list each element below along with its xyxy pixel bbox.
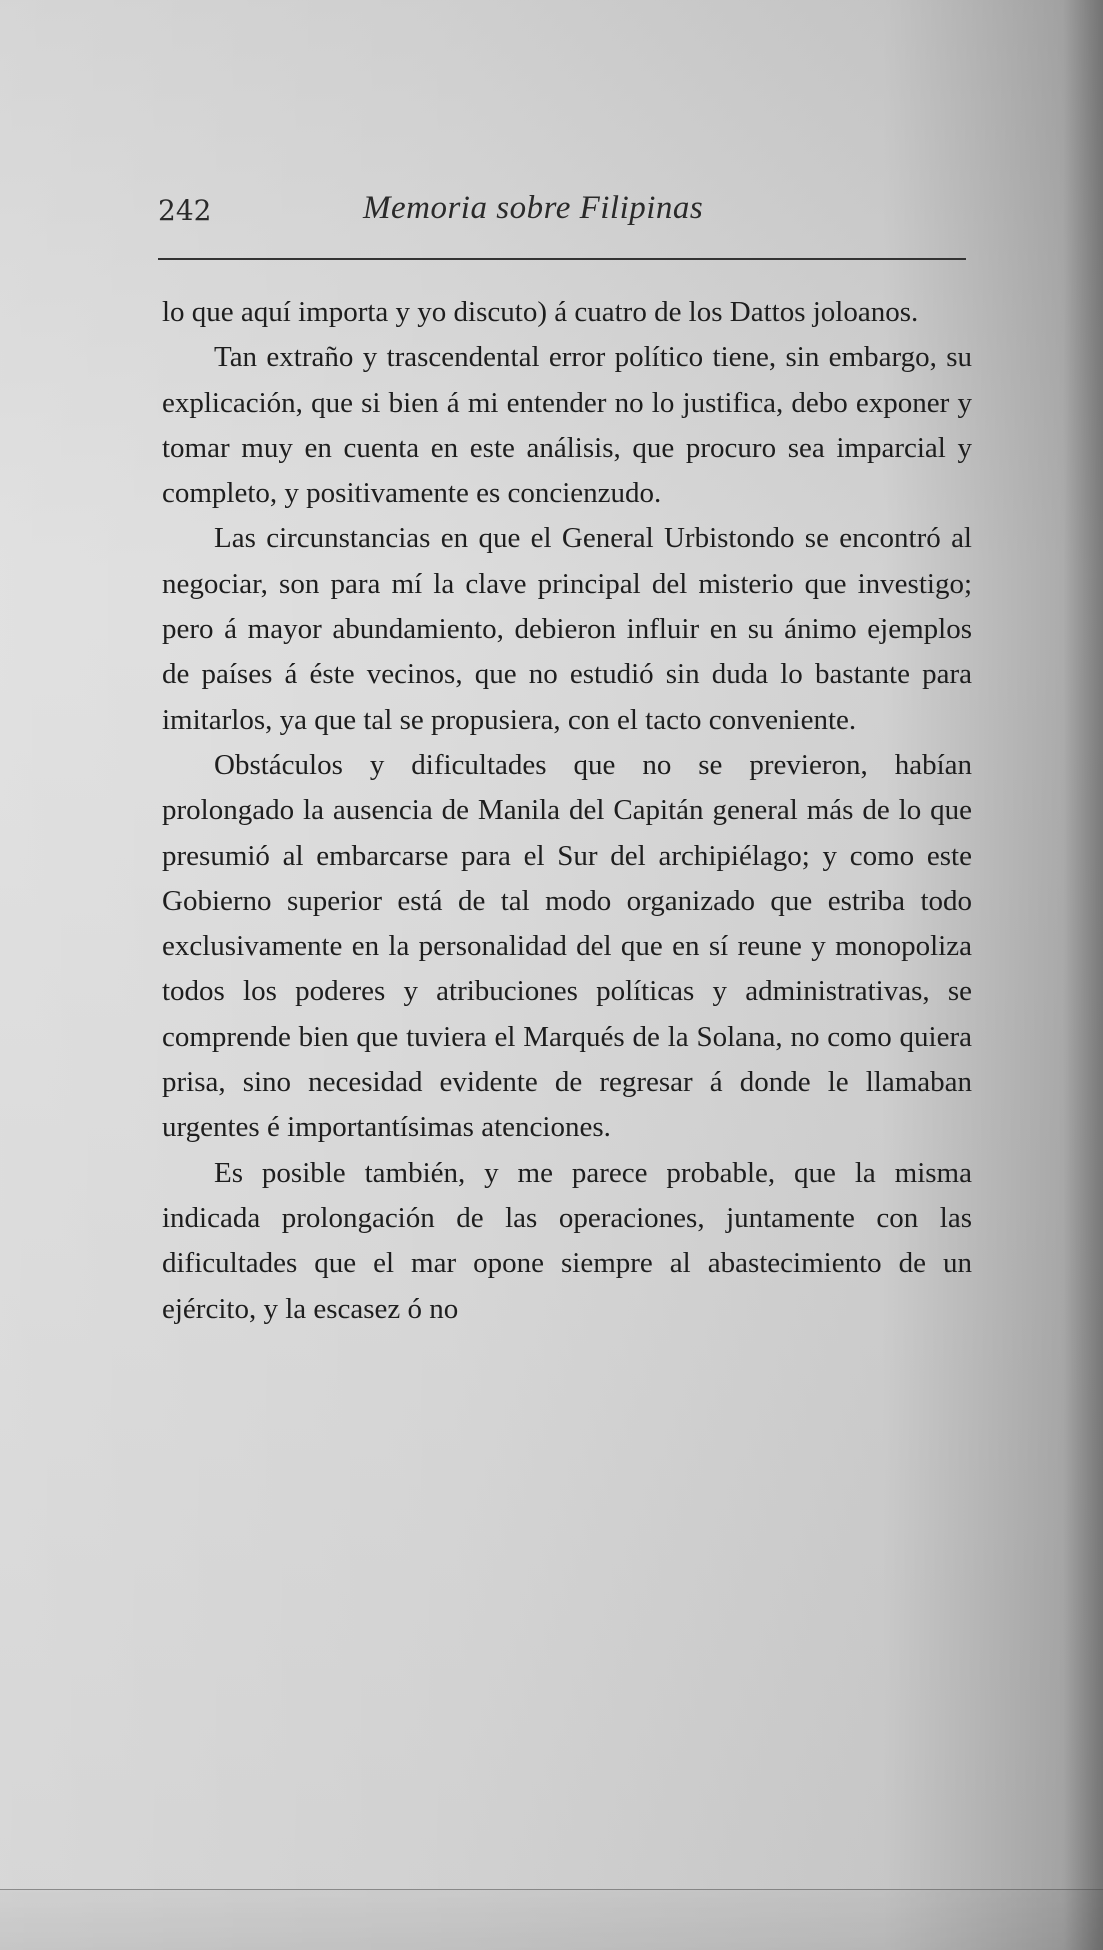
header-rule xyxy=(158,258,966,260)
page-bottom-edge xyxy=(0,1889,1103,1950)
page-shadow-edge xyxy=(1063,0,1103,1950)
paragraph-3: Las circunstancias en que el General Urbistondo se encontró al negociar, son para mí la clave principal del misterio que investigo; pero á mayor abundamiento, debieron influir en su ánimo ejemplos de países á éste vecinos, que no estudió sin duda lo bastante para imitarlos, ya que tal se propusiera, con el tacto conveniente. xyxy=(162,522,972,736)
page-header xyxy=(158,190,968,240)
page-number: 242 xyxy=(158,194,212,227)
paragraph-4: Obstáculos y dificultades que no se previeron, habían prolongado la ausencia de Manila del Capitán general más de lo que presumió al embarcarse para el Sur del archipiélago; y como este Gobierno superior está de tal modo organizado que estriba todo exclusivamente en la personalidad del que en sí reune y monopoliza todos los poderes y atribuciones políticas y administrativas, se comprende bien que tuviera el Marqués de la Solana, no como quiera prisa, sino necesidad evidente de regresar á donde le llamaban urgentes é importantísimas atenciones. xyxy=(162,748,972,1144)
running-title: Memoria sobre Filipinas xyxy=(363,190,704,226)
paragraph-5: Es posible también, y me parece probable, que la misma indicada prolongación de las operaciones, juntamente con las dificultades que el mar opone siempre al abastecimiento de un ejército, y la escasez ó no xyxy=(162,1156,972,1325)
paragraph-1: lo que aquí importa y yo discuto) á cuatro de los Dattos joloanos. xyxy=(162,296,919,328)
body-text xyxy=(162,290,972,1332)
paragraph-2: Tan extraño y trascendental error político tiene, sin embargo, su explicación, que si bien á mi entender no lo justifica, debo exponer y tomar muy en cuenta en este análisis, que procuro sea imparcial y completo, y positivamente es concienzudo. xyxy=(162,341,972,510)
